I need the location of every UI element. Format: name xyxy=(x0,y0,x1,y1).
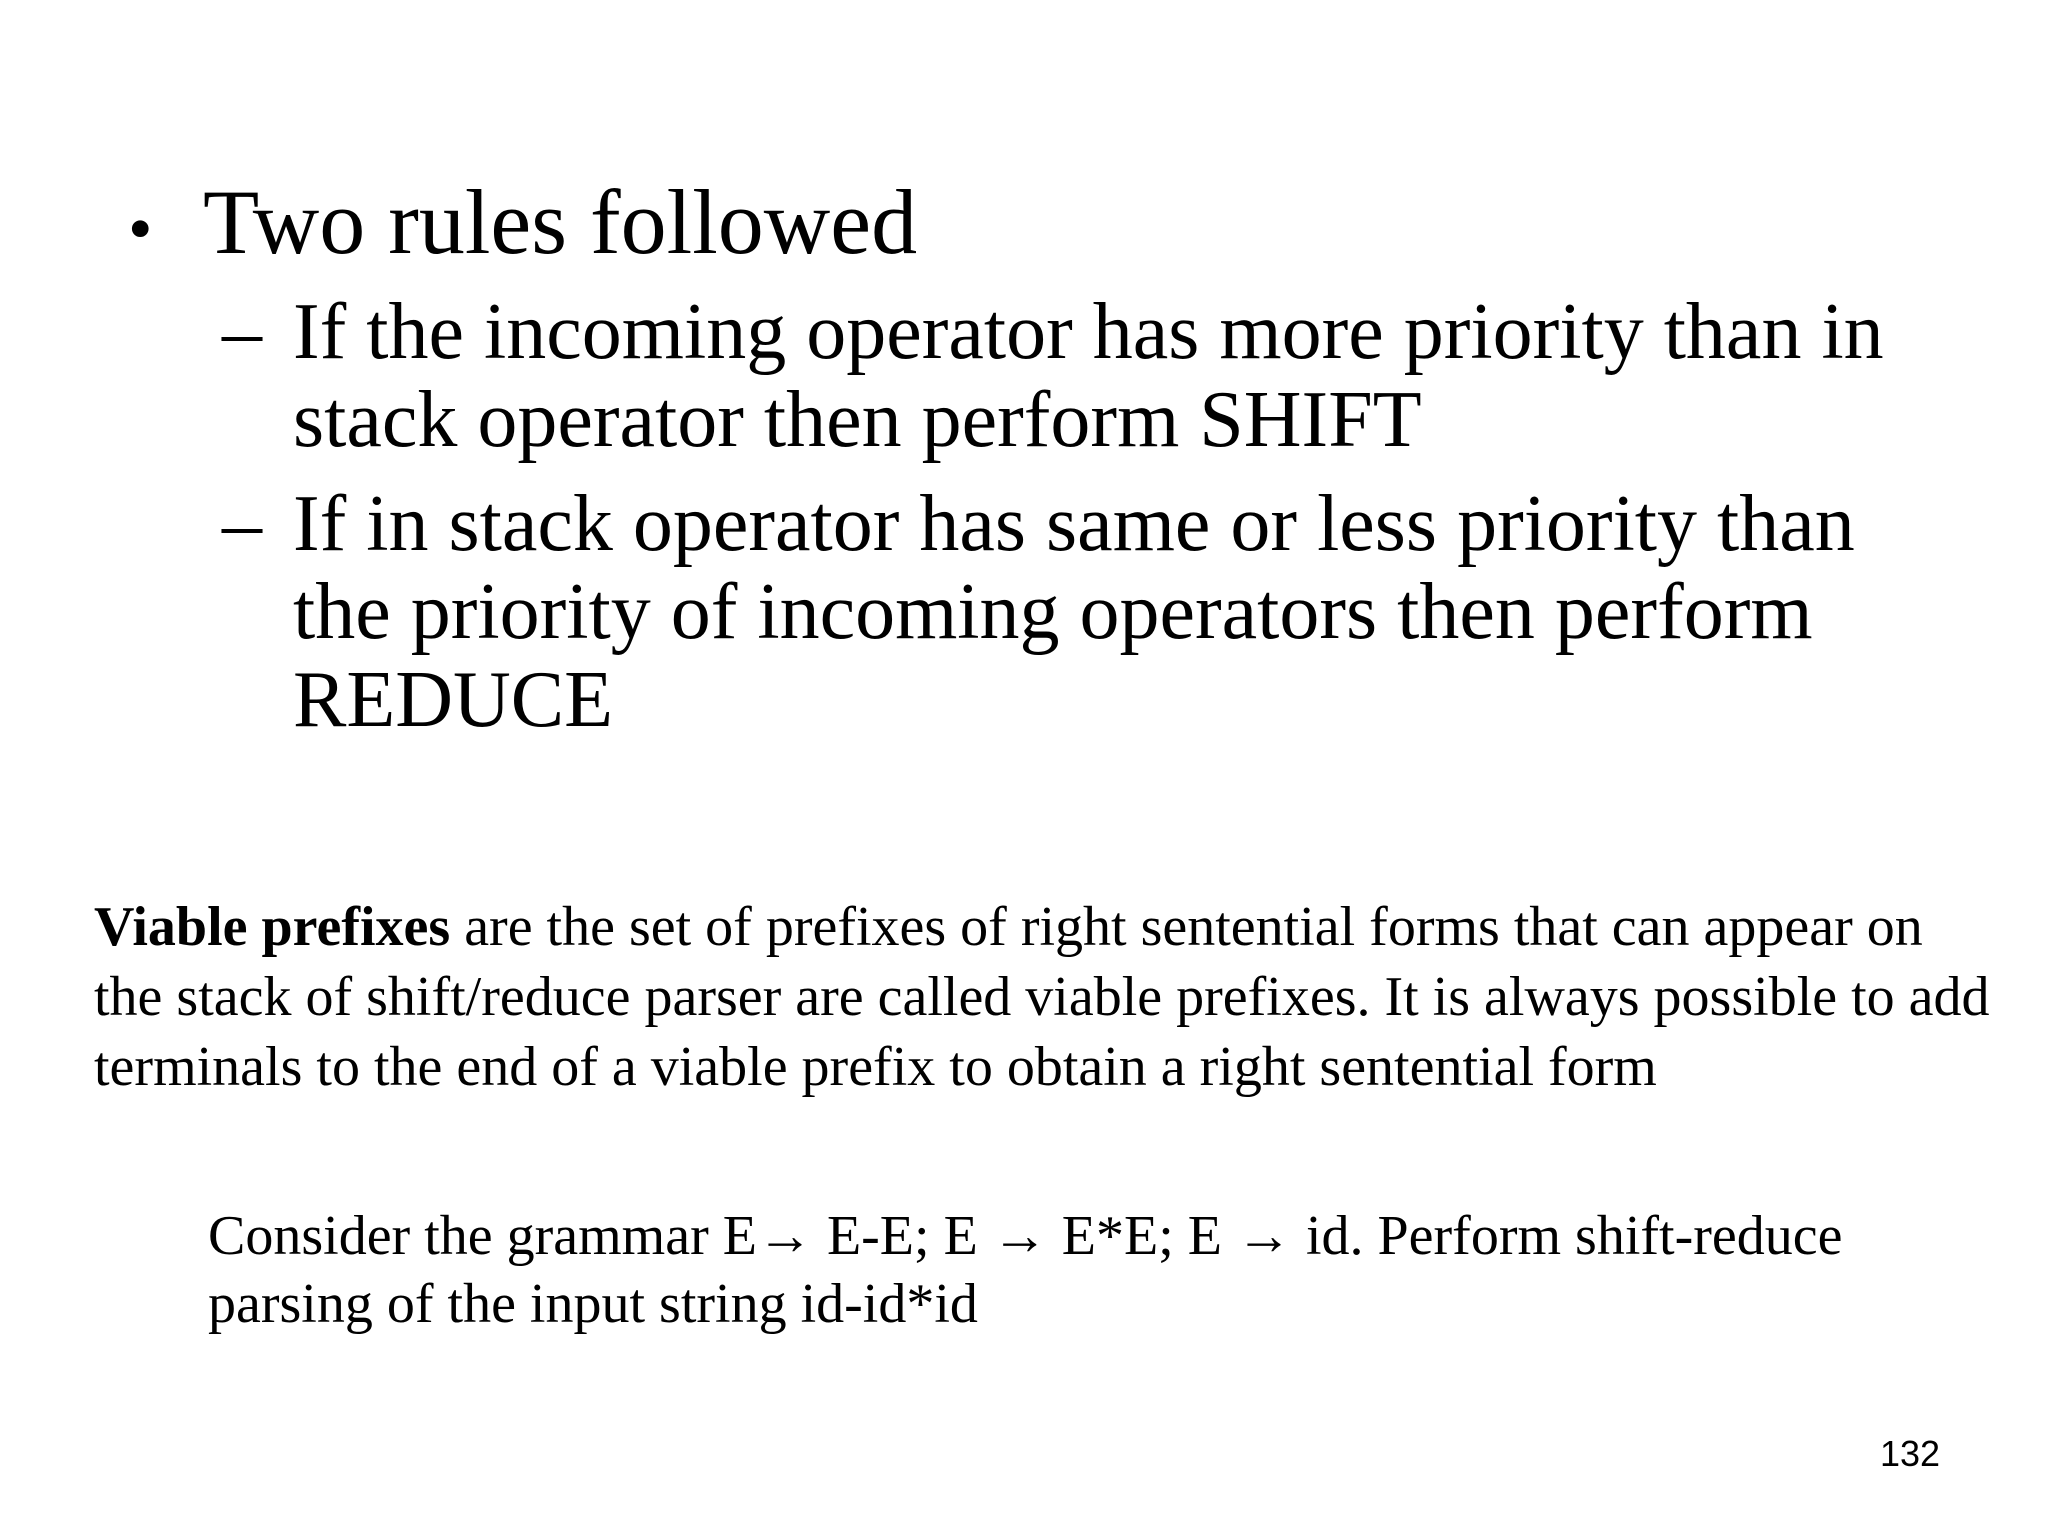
sub-bullet-reduce-rule xyxy=(222,480,1942,744)
exercise-text: Consider the grammar E→ E-E; E → E*E; E → id. Perform shift-reduce parsing of the input string id-id*id xyxy=(208,1205,1843,1335)
viable-prefixes-definition xyxy=(94,892,1994,1102)
sub-bullet-marker: – xyxy=(222,288,262,376)
sub-bullet-marker: – xyxy=(222,480,262,568)
definition-body: are the set of prefixes of right sentential forms that can appear on the stack of shift/reduce parser are called viable prefixes. It is always possible to add terminals to the end of a viable prefix to obtain a right sentential form xyxy=(94,896,1990,1098)
bullet-heading-text: Two rules followed xyxy=(203,171,918,273)
sub-bullet-text: If in stack operator has same or less priority than the priority of incoming operators then perform REDUCE xyxy=(293,480,1855,744)
bullet-heading xyxy=(128,172,917,272)
sub-bullet-text: If the incoming operator has more priority than in stack operator then perform SHIFT xyxy=(293,288,1884,464)
bullet-marker: • xyxy=(128,191,153,268)
definition-term: Viable prefixes xyxy=(94,896,451,958)
sub-bullet-shift-rule xyxy=(222,288,1942,464)
page-number: 132 xyxy=(1880,1433,1941,1474)
